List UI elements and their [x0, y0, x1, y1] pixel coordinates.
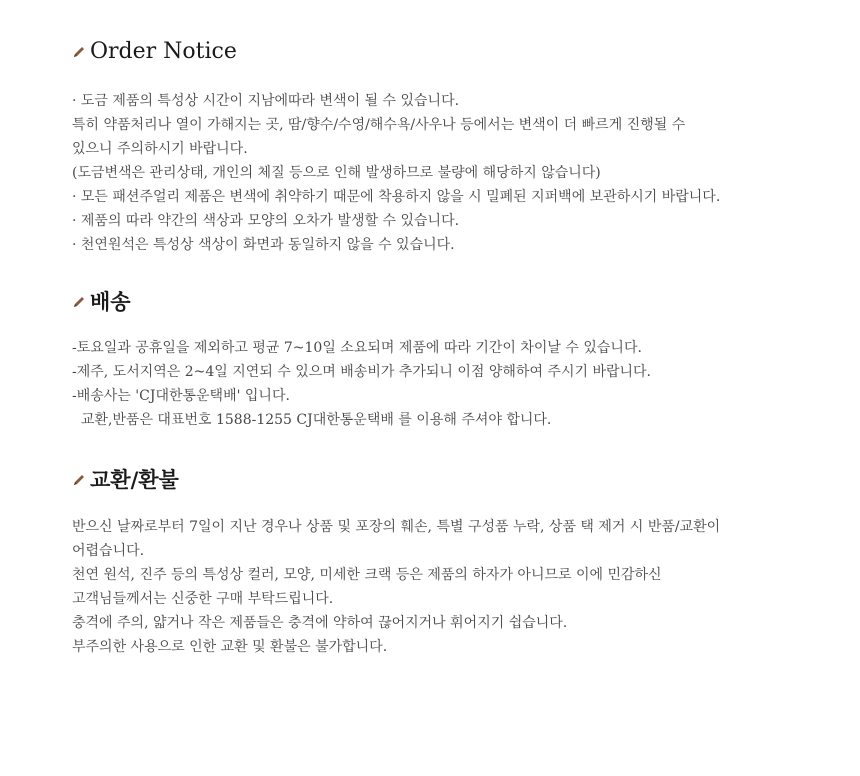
exchange-line: 충격에 주의, 얇거나 작은 제품들은 충격에 약하여 끊어지거나 휘어지기 쉽습니다. — [72, 615, 568, 631]
exchange-line: 천연 원석, 진주 등의 특성상 컬러, 모양, 미세한 크랙 등은 제품의 하자가 아니므로 이에 민감하신 — [72, 567, 662, 583]
exchange-refund-section — [72, 463, 832, 659]
notice-line: · 제품의 따라 약간의 색상과 모양의 오차가 발생할 수 있습니다. — [72, 213, 460, 229]
exchange-refund-title: 교환/환불 — [90, 467, 179, 492]
exchange-line: 고객님들께서는 신중한 구매 부탁드립니다. — [72, 591, 334, 607]
notice-line: 있으니 주의하시기 바랍니다. — [72, 141, 248, 157]
exchange-refund-heading — [72, 463, 832, 495]
exchange-line: 반으신 날짜로부터 7일이 지난 경우나 상품 및 포장의 훼손, 특별 구성품 누락, 상품 택 제거 시 반품/교환이 — [72, 519, 721, 535]
notice-line: 특히 약품처리나 열이 가해지는 곳, 땀/향수/수영/해수욕/사우나 등에서는 변색이 더 빠르게 진행될 수 — [72, 117, 686, 133]
order-notice-title: Order Notice — [90, 38, 237, 64]
exchange-refund-text — [72, 515, 832, 659]
delivery-line: -배송사는 'CJ대한통운택배' 입니다. — [72, 388, 290, 404]
delivery-section — [72, 285, 832, 432]
pencil-icon — [72, 473, 86, 487]
exchange-line: 어렵습니다. — [72, 543, 145, 559]
notice-line: (도금변색은 관리상태, 개인의 체질 등으로 인해 발생하므로 불량에 해당하지 않습니다) — [72, 165, 601, 181]
notice-line: · 도금 제품의 특성상 시간이 지남에따라 변색이 될 수 있습니다. — [72, 93, 460, 109]
pencil-icon — [72, 295, 86, 309]
notice-line: · 모든 패션주얼리 제품은 변색에 취약하기 때문에 착용하지 않을 시 밀폐된 지퍼백에 보관하시기 바랍니다. — [72, 189, 721, 205]
order-notice-section — [72, 35, 832, 257]
exchange-line: 부주의한 사용으로 인한 교환 및 환불은 불가합니다. — [72, 639, 388, 655]
delivery-heading — [72, 285, 832, 317]
delivery-line: 교환,반품은 대표번호 1588-1255 CJ대한통운택배 를 이용해 주셔야 합니다. — [72, 412, 552, 428]
order-notice-heading — [72, 35, 832, 67]
pencil-icon — [72, 45, 86, 59]
notice-line: · 천연원석은 특성상 색상이 화면과 동일하지 않을 수 있습니다. — [72, 237, 455, 253]
order-notice-text — [72, 89, 832, 257]
delivery-title: 배송 — [90, 289, 131, 314]
delivery-text — [72, 336, 832, 432]
delivery-line: -제주, 도서지역은 2~4일 지연되 수 있으며 배송비가 추가되니 이점 양해하여 주시기 바랍니다. — [72, 364, 651, 380]
delivery-line: -토요일과 공휴일을 제외하고 평균 7~10일 소요되며 제품에 따라 기간이 차이날 수 있습니다. — [72, 340, 642, 356]
